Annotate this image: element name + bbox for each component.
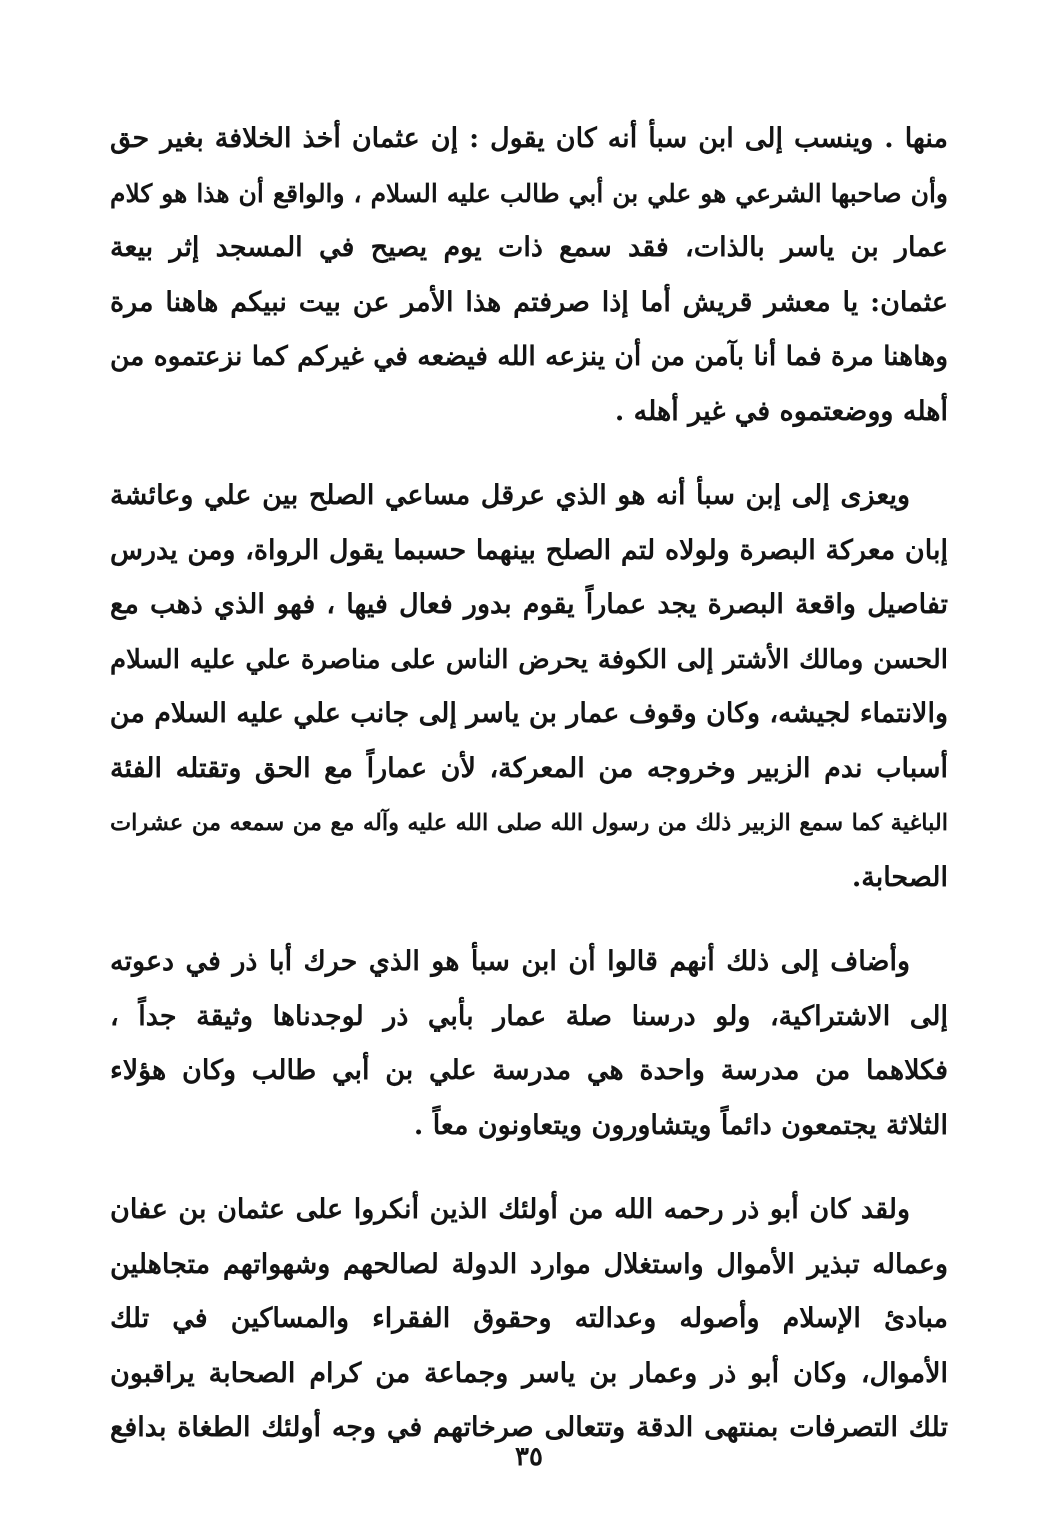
text-line: عمار بن ياسر بالذات، فقد سمع ذات يوم يصيح في المسجد إثر بيعة — [110, 232, 948, 263]
text-line: إلى الاشتراكية، ولو درسنا صلة عمار بأبي ذر لوجدناها وثيقة جداً ، — [110, 1000, 948, 1032]
text-line: الثلاثة يجتمعون دائماً ويتشاورون ويتعاونون معاً . — [413, 1109, 948, 1141]
paragraph-4 — [110, 1183, 948, 1456]
text-line: تفاصيل واقعة البصرة يجد عماراً يقوم بدور فعال فيها ، فهو الذي ذهب مع — [110, 589, 948, 620]
text-line: الأموال، وكان أبو ذر وعمار بن ياسر وجماعة من كرام الصحابة يراقبون — [110, 1357, 948, 1389]
text-line: إبان معركة البصرة ولولاه لتم الصلح بينهما حسبما يقول الرواة، ومن يدرس — [110, 534, 948, 566]
text-line: الباغية كما سمع الزبير ذلك من رسول الله صلى الله عليه وآله مع من سمعه من عشرات — [110, 810, 948, 836]
text-line: الحسن ومالك الأشتر إلى الكوفة يحرض الناس على مناصرة علي عليه السلام — [110, 644, 948, 675]
text-line: والانتماء لجيشه، وكان وقوف عمار بن ياسر إلى جانب علي عليه السلام من — [109, 698, 948, 729]
text-line: ويعزى إلى إبن سبأ أنه هو الذي عرقل مساعي الصلح بين علي وعائشة — [110, 480, 910, 511]
text-line: وأضاف إلى ذلك أنهم قالوا أن ابن سبأ هو الذي حرك أبا ذر في دعوته — [110, 946, 910, 977]
text-line: وأن صاحبها الشرعي هو علي بن أبي طالب عليه السلام ، والواقع أن هذا هو كلام — [110, 178, 948, 208]
text-line: وهاهنا مرة فما أنا بآمن من أن ينزعه الله فيضعه في غيركم كما نزعتموه من — [110, 341, 948, 372]
paragraph-1 — [110, 112, 948, 439]
text-line: عثمان: يا معشر قريش أما إذا صرفتم هذا الأمر عن بيت نبيكم هاهنا مرة — [110, 286, 948, 318]
page-body — [110, 112, 948, 1456]
text-line: فكلاهما من مدرسة واحدة هي مدرسة علي بن أبي طالب وكان هؤلاء — [110, 1055, 948, 1086]
text-line: مبادئ الإسلام وأصوله وعدالته وحقوق الفقراء والمساكين في تلك — [110, 1303, 948, 1334]
text-line: أهله ووضعتموه في غير أهله . — [614, 395, 948, 427]
text-line: منها . وينسب إلى ابن سبأ أنه كان يقول : إن عثمان أخذ الخلافة بغير حق — [110, 123, 948, 154]
text-line: أسباب ندم الزبير وخروجه من المعركة، لأن عماراً مع الحق وتقتله الفئة — [110, 752, 948, 784]
text-line: تلك التصرفات بمنتهى الدقة وتتعالى صرخاتهم في وجه أولئك الطغاة بدافع — [110, 1412, 948, 1443]
text-line: وعماله تبذير الأموال واستغلال موارد الدولة لصالحهم وشهواتهم متجاهلين — [110, 1248, 948, 1280]
page-number: ٣٥ — [515, 1442, 543, 1472]
text-line: ولقد كان أبو ذر رحمه الله من أولئك الذين أنكروا على عثمان بن عفان — [110, 1194, 910, 1225]
text-line: الصحابة. — [851, 861, 948, 893]
paragraph-2 — [110, 469, 948, 905]
paragraph-3 — [110, 935, 948, 1153]
